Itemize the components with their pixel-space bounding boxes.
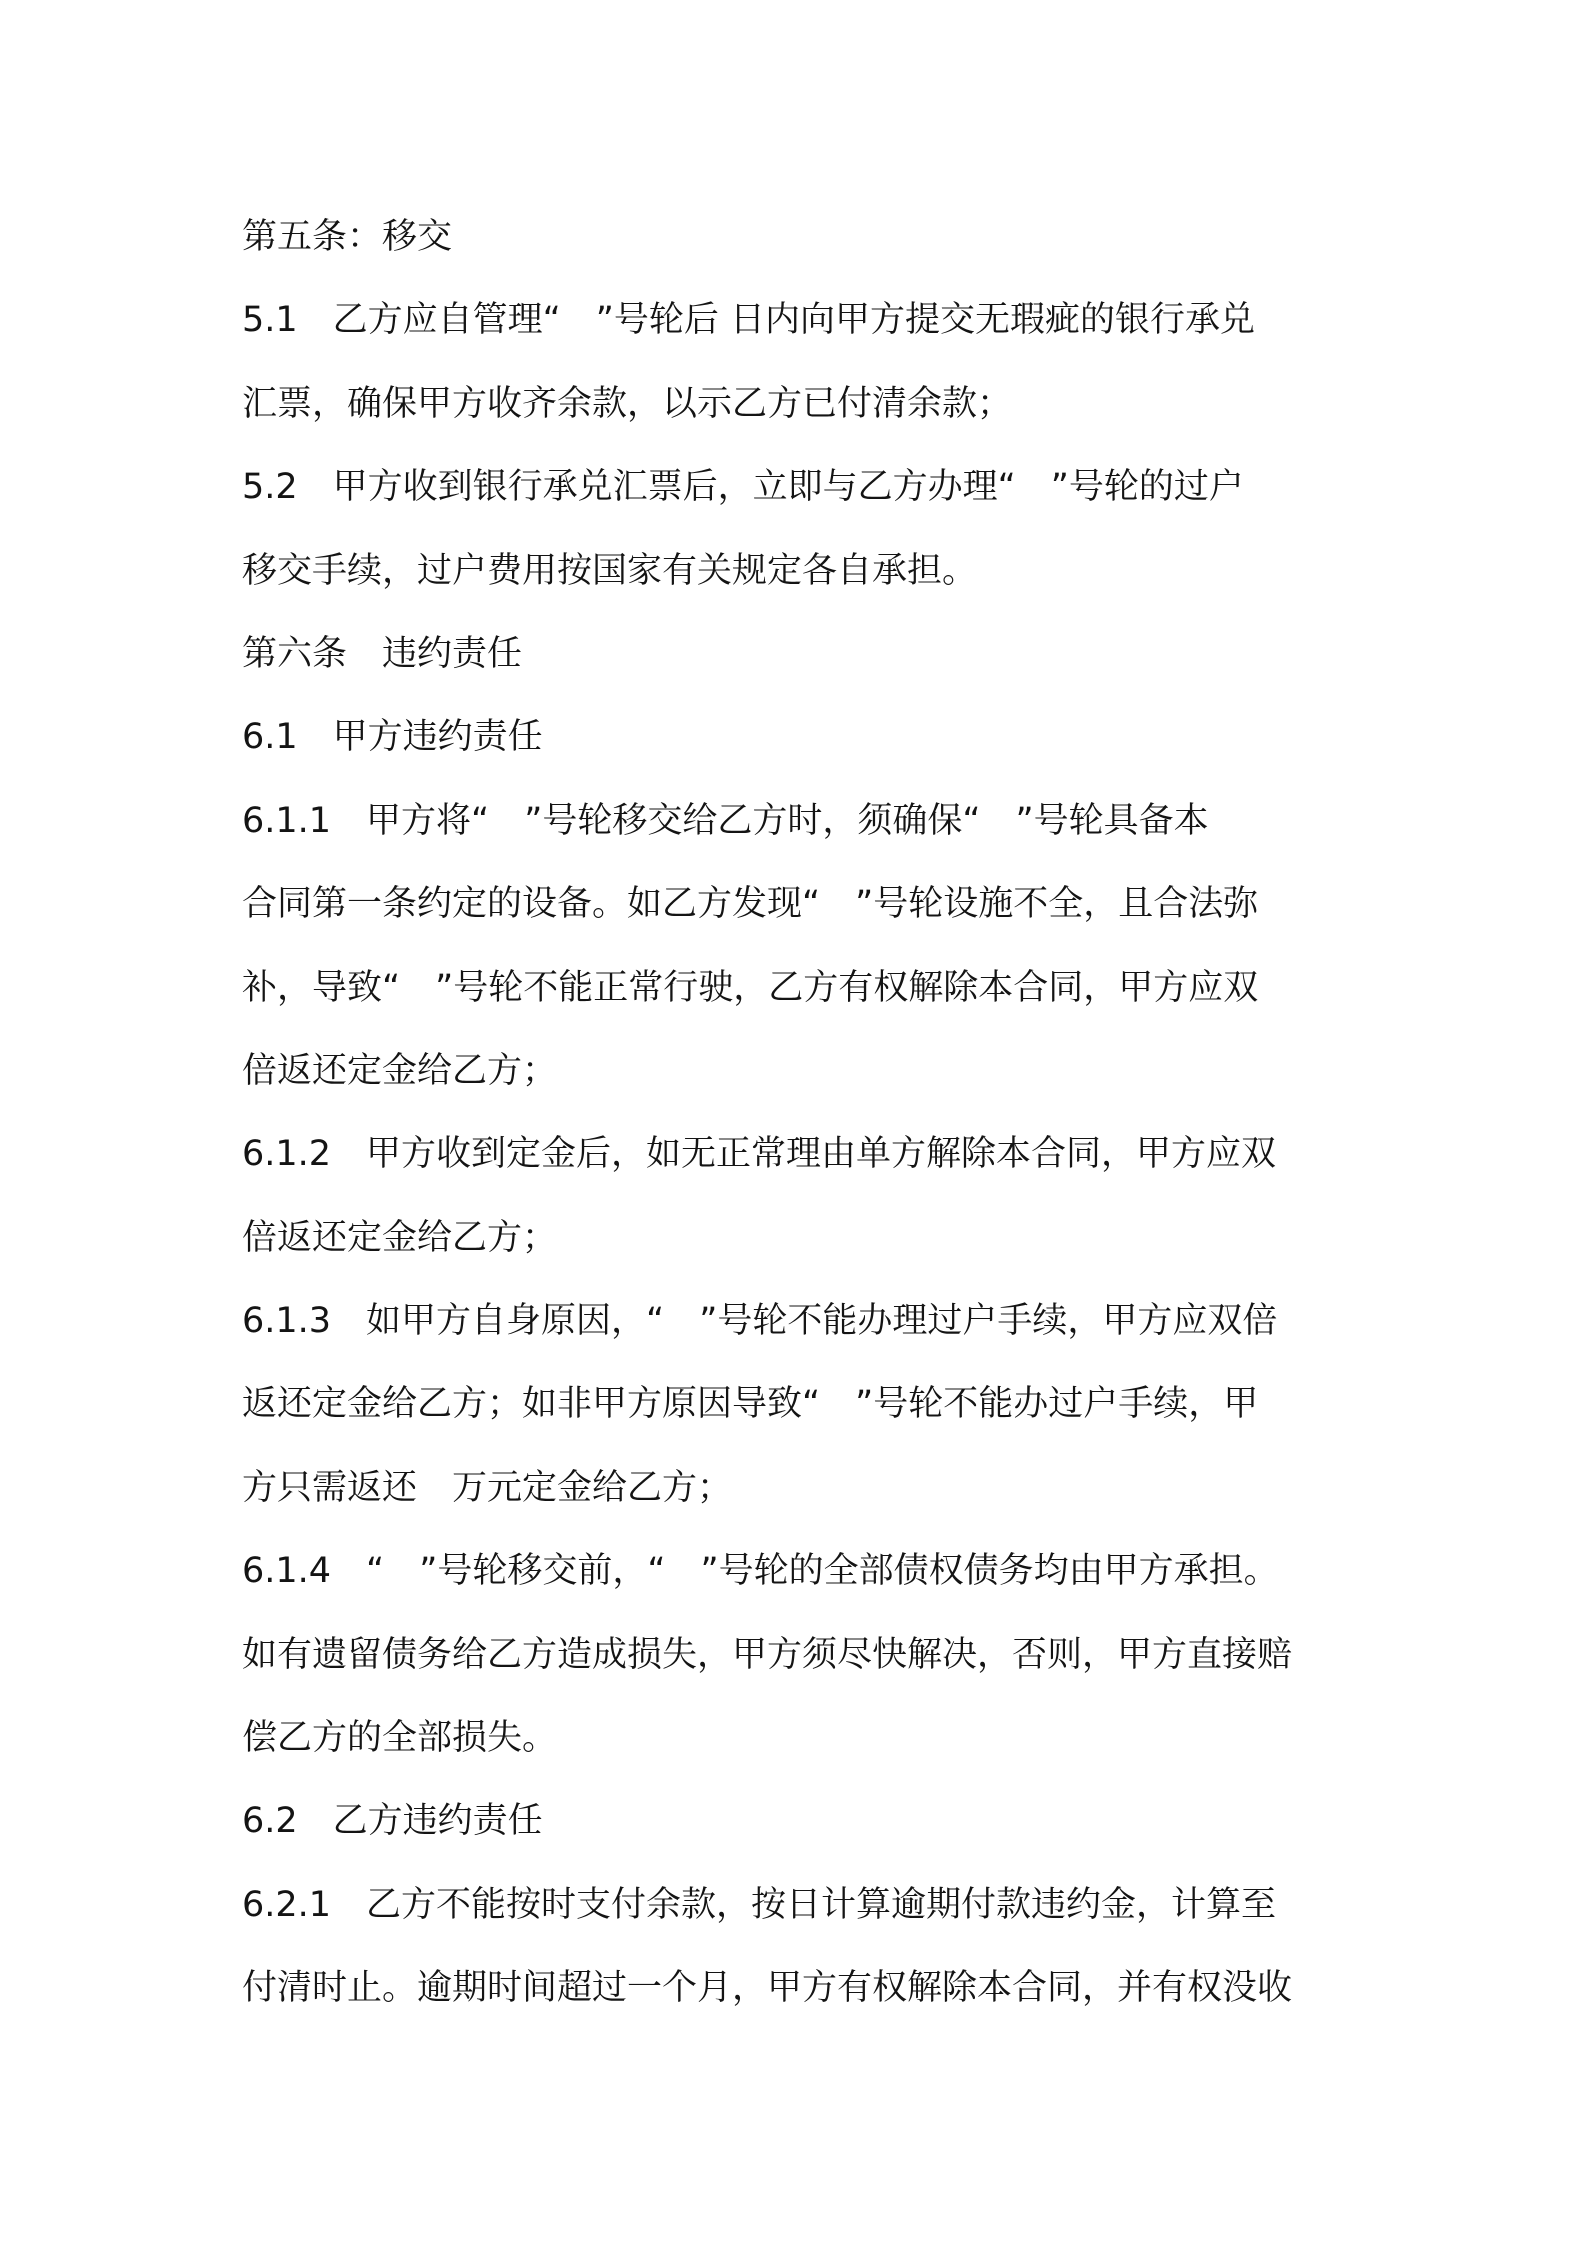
text-line: 第六条 违约责任	[242, 633, 523, 674]
text-line: 补，导致“ ”号轮不能正常行驶，乙方有权解除本合同，甲方应双	[242, 967, 1259, 1008]
text-line: 偿乙方的全部损失。	[242, 1718, 558, 1759]
text-line: 移交手续，过户费用按国家有关规定各自承担。	[242, 550, 978, 591]
text-line: 合同第一条约定的设备。如乙方发现“ ”号轮设施不全，且合法弥	[242, 884, 1259, 925]
text-line: 付清时止。逾期时间超过一个月，甲方有权解除本合同，并有权没收	[242, 1968, 1293, 2009]
text-line: 倍返还定金给乙方；	[242, 1217, 558, 1258]
text-line: 6.1.3 如甲方自身原因，“ ”号轮不能办理过户手续，甲方应双倍	[242, 1301, 1278, 1342]
text-line: 返还定金给乙方；如非甲方原因导致“ ”号轮不能办过户手续，甲	[242, 1384, 1259, 1425]
text-line: 第五条：移交	[242, 217, 453, 257]
text-line: 方只需返还 万元定金给乙方；	[242, 1467, 733, 1508]
clause-paragraph	[242, 1280, 1382, 1530]
clause-paragraph	[242, 446, 1382, 613]
subheading-text	[242, 1780, 1382, 1863]
subheading-text	[242, 696, 1382, 779]
clause-paragraph	[242, 279, 1382, 446]
text-line: 6.1 甲方违约责任	[242, 717, 543, 758]
text-line: 5.1 乙方应自管理“ ”号轮后 日内向甲方提交无瑕疵的银行承兑	[242, 300, 1256, 341]
text-line: 如有遗留债务给乙方造成损失，甲方须尽快解决，否则，甲方直接赔	[242, 1634, 1293, 1675]
text-line: 5.2 甲方收到银行承兑汇票后，立即与乙方办理“ ”号轮的过户	[242, 467, 1244, 508]
text-line: 6.1.4 “ ”号轮移交前，“ ”号轮的全部债权债务均由甲方承担。	[242, 1551, 1279, 1592]
heading-text	[242, 196, 1382, 279]
heading-text	[242, 613, 1382, 696]
text-line: 倍返还定金给乙方；	[242, 1050, 558, 1091]
clause-paragraph	[242, 1864, 1382, 2031]
text-line: 6.1.1 甲方将“ ”号轮移交给乙方时，须确保“ ”号轮具备本	[242, 800, 1209, 841]
clause-paragraph	[242, 1113, 1382, 1280]
text-line: 汇票，确保甲方收齐余款，以示乙方已付清余款；	[242, 383, 1013, 424]
text-line: 6.2 乙方违约责任	[242, 1801, 543, 1842]
text-line: 6.2.1 乙方不能按时支付余款，按日计算逾期付款违约金，计算至	[242, 1884, 1277, 1925]
clause-paragraph	[242, 780, 1382, 1114]
document-body	[242, 196, 1382, 2031]
clause-paragraph	[242, 1530, 1382, 1780]
text-line: 6.1.2 甲方收到定金后，如无正常理由单方解除本合同，甲方应双	[242, 1134, 1277, 1175]
